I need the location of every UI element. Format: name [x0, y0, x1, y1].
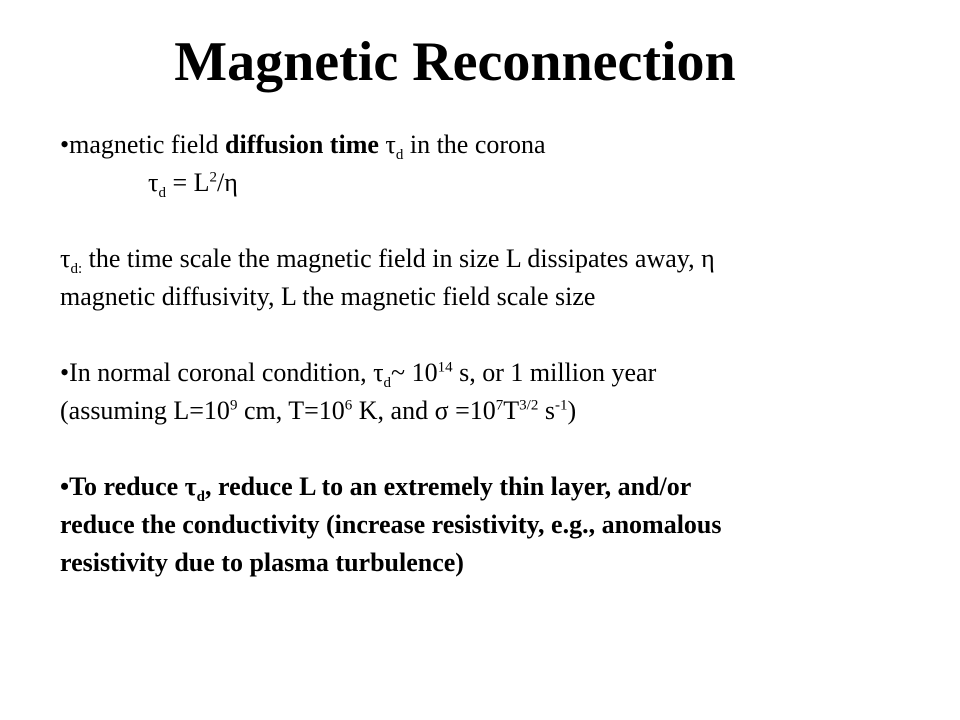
- superscript: 14: [437, 359, 453, 376]
- text: /η: [217, 168, 238, 197]
- text: cm, T=10: [237, 396, 345, 425]
- text: s: [538, 396, 555, 425]
- bullet-normal-condition: [60, 354, 940, 392]
- slide-title: Magnetic Reconnection: [174, 31, 736, 93]
- superscript: 6: [344, 397, 353, 414]
- text: (assuming L=10: [60, 396, 230, 425]
- text: T: [503, 396, 520, 425]
- superscript: 9: [229, 397, 238, 414]
- text: τ: [60, 244, 71, 273]
- text: ): [567, 396, 577, 425]
- equation: [60, 164, 940, 202]
- text: in the corona: [403, 130, 546, 159]
- text: •magnetic field: [60, 130, 226, 159]
- subscript: d: [158, 185, 166, 202]
- reduce-line-1: [60, 468, 940, 506]
- bullet-reduce: [60, 468, 940, 582]
- assumption-line: [60, 392, 940, 430]
- superscript: -1: [554, 397, 568, 414]
- text: •To reduce τ: [60, 472, 197, 501]
- superscript: 3/2: [519, 397, 539, 414]
- text: s, or 1 million year: [452, 358, 657, 387]
- text-bold: diffusion time: [225, 130, 379, 159]
- subscript: d: [395, 147, 404, 164]
- subscript: d:: [70, 261, 83, 278]
- text: ~ 10: [391, 358, 438, 387]
- reduce-line-2: reduce the conductivity (increase resistivity, e.g., anomalous: [60, 510, 722, 539]
- text: = L: [165, 168, 210, 197]
- superscript: 2: [209, 169, 217, 186]
- definition-line-1: [60, 240, 940, 278]
- text: the time scale the magnetic field in size L dissipates away, η: [82, 244, 715, 273]
- superscript: 7: [495, 397, 504, 414]
- subscript: d: [196, 489, 205, 506]
- text: τ: [148, 168, 159, 197]
- subscript: d: [383, 375, 392, 392]
- definition-line-2: magnetic diffusivity, L the magnetic field scale size: [60, 282, 596, 311]
- text: τ: [378, 130, 396, 159]
- text: , reduce L to an extremely thin layer, and/or: [205, 472, 692, 501]
- slide-body: [60, 126, 940, 582]
- text: K, and σ =10: [352, 396, 496, 425]
- text: •In normal coronal condition, τ: [60, 358, 384, 387]
- reduce-line-3: resistivity due to plasma turbulence): [60, 548, 464, 577]
- bullet-diffusion-time: [60, 126, 940, 164]
